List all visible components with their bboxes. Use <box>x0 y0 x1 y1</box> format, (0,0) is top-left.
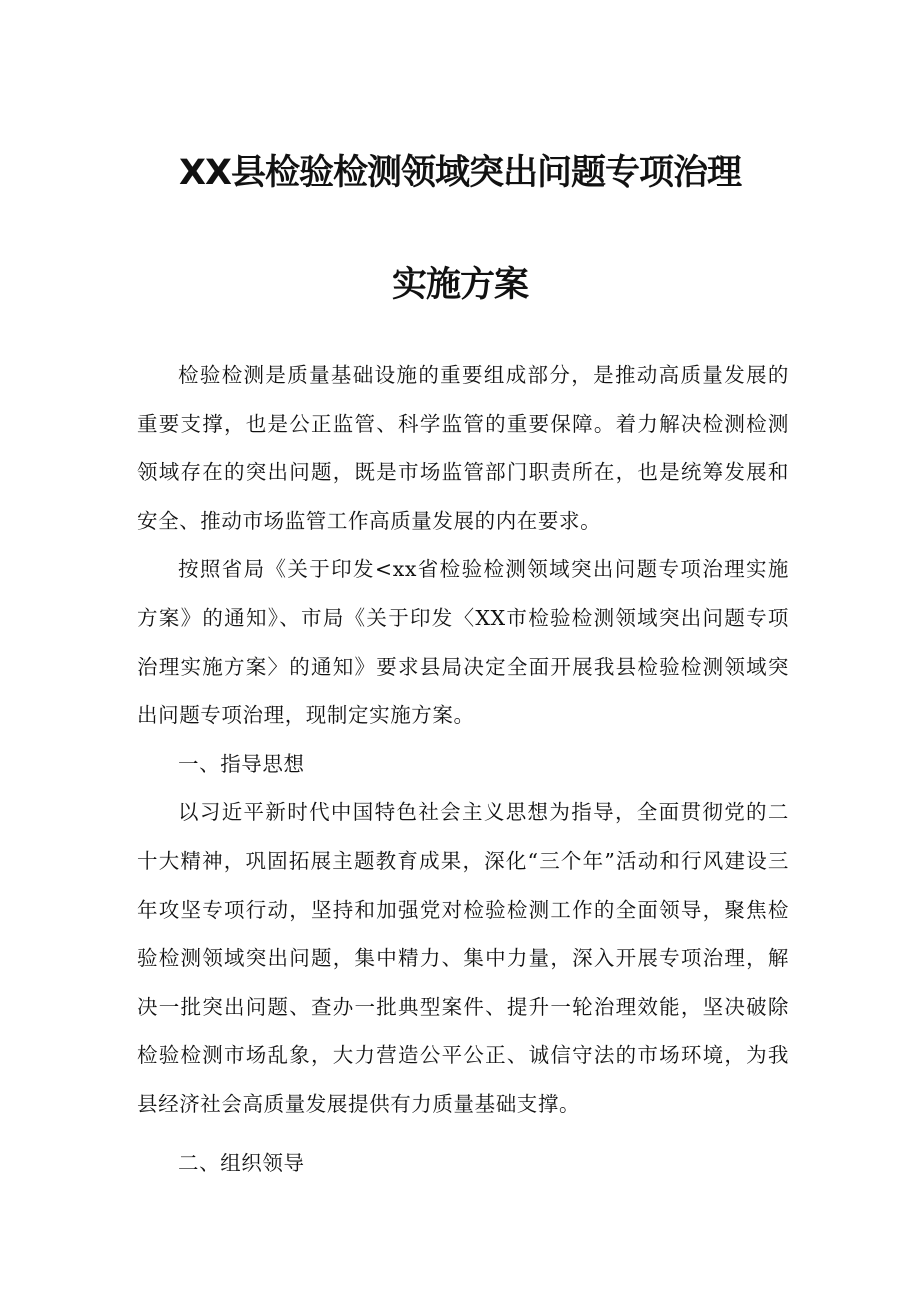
guiding-ideology-paragraph: 以习近平新时代中国特色社会主义思想为指导，全面贯彻党的二十大精神，巩固拓展主题教育成果，深化“三个年”活动和行风建设三年攻坚专项行动，坚持和加强党对检验检测工作的全面领导，聚焦检验检测领域突出问题，集中精力、集中力量，深入开展专项治理，解决一批突出问题、查办一批典型案件、提升一轮治理效能，坚决破除检验检测市场乱象，大力营造公平公正、诚信守法的市场环境，为我县经济社会高质量发展提供有力质量基础支撑。 <box>137 800 789 1116</box>
document-title-line1: XX县检验检测领域突出问题专项治理 <box>179 153 741 193</box>
intro-paragraph: 检验检测是质量基础设施的重要组成部分，是推动高质量发展的重要支撑，也是公正监管、科学监管的重要保障。着力解决检测检测领域存在的突出问题，既是市场监管部门职责所在，也是统筹发展和安全、推动市场监管工作高质量发展的内在要求。 <box>137 363 789 533</box>
basis-paragraph: 按照省局《关于印发<xx省检验检测领域突出问题专项治理实施方案》的通知》、市局《关于印发〈XX市检验检测领域突出问题专项治理实施方案〉的通知》要求县局决定全面开展我县检验检测领域突出问题专项治理，现制定实施方案。 <box>137 557 789 728</box>
section-heading-guiding-ideology: 一、指导思想 <box>178 751 305 776</box>
section-heading-organization: 二、组织领导 <box>178 1150 305 1175</box>
document-body <box>137 351 789 1187</box>
document-title-line2: 实施方案 <box>391 265 528 305</box>
